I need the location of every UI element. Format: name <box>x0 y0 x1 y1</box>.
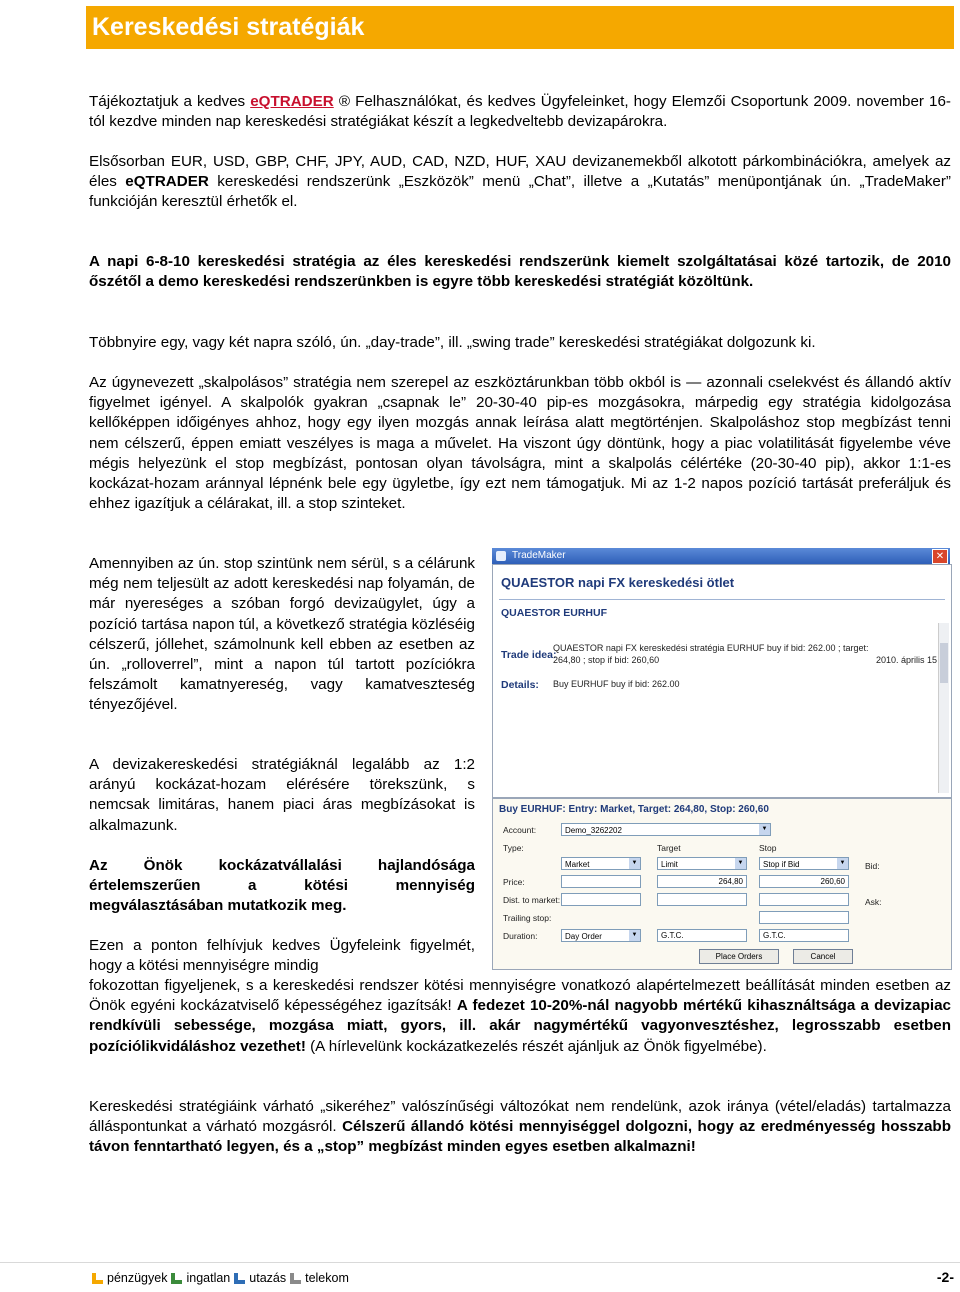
attention-warning: A fedezet 10-20%-nál nagyobb mértékű kihasználtsága a devizapiac rendkívüli sebessége, mozgása miatt, gyors, ill. akár nagymértékű vagyonvesztéshez, legrosszabb esetben pozíciólikvidáláshoz vezethet! <box>89 997 951 1055</box>
footer-link-travel[interactable]: utazás <box>249 1271 287 1285</box>
type-value: Market <box>565 860 590 869</box>
cancel-button[interactable]: Cancel <box>793 949 853 964</box>
dist-input[interactable] <box>561 893 641 906</box>
account-value: Demo_3262202 <box>565 826 622 835</box>
trademaker-screenshot <box>492 548 950 970</box>
rollover-paragraph: Amennyiben az ún. stop szintünk nem sérül, s a célárunk még nem teljesült az adott kereskedési nap folyamán, de már nyereséges a szóban forgó devizaügylet, úgy a pozíció tartása napon túl, a következő stratégia közléséig célszerű, jóllehet, számolnunk kell ebben az esetben az ún. „rolloverrel”, mint a napon túl tartott pozíciókra felszámolt kamatnyereség, vagy kamatveszteség tényezőjével. <box>89 555 475 714</box>
intro-paragraph <box>89 92 951 132</box>
stop-input[interactable]: 260,60 <box>759 875 849 888</box>
scrollbar[interactable] <box>938 623 949 793</box>
duration-value: Day Order <box>565 932 602 941</box>
details-label: Details: <box>501 679 539 691</box>
risk-reward-paragraph: A devizakereskedési stratégiáknál legalább az 1:2 arányú kockázat-hozam elérésére törekszünk, s nemcsak limitáras, hanem piaci áras megbízásokat is alkalmazunk. <box>89 756 475 834</box>
scrollbar-thumb[interactable] <box>940 643 948 683</box>
order-panel <box>492 798 952 970</box>
success-text-a: Kereskedési stratégiáink várható „sikeréhez” valószínűségi változókat nem rendelünk, azok iránya (vétel/eladás) tartalmazza álláspontunkat a várható mozgásról. <box>89 1098 951 1136</box>
intro-text-a: Tájékoztatjuk a kedves <box>89 93 251 110</box>
realestate-icon <box>171 1273 182 1284</box>
target-label: Target <box>657 843 681 853</box>
trailing-input[interactable] <box>759 911 849 924</box>
target-type-value: Limit <box>661 860 678 869</box>
target-dist-input[interactable] <box>657 893 747 906</box>
attention-paragraph-start: Ezen a ponton felhívjuk kedves Ügyfeleink figyelmét, hogy a kötési mennyiségre mindig <box>89 937 475 975</box>
footer-link-finance[interactable]: pénzügyek <box>107 1271 168 1285</box>
risk-appetite-paragraph: Az Önök kockázatvállalási hajlandósága értelemszerűen a kötési mennyiség megválasztásában mutatkozik meg. <box>89 857 475 915</box>
footer-link-telecom[interactable]: telekom <box>305 1271 349 1285</box>
type-label: Type: <box>503 843 524 853</box>
trademaker-window-bar <box>492 548 950 564</box>
trademaker-panel <box>492 564 952 798</box>
daytrade-paragraph: Többnyire egy, vagy két napra szóló, ún. „day-trade”, ill. „swing trade” kereskedési stratégiákat dolgozunk ki. <box>89 334 816 351</box>
chevron-down-icon: ▼ <box>759 824 770 835</box>
footer-nav <box>88 1268 349 1288</box>
page-number: -2- <box>936 1269 954 1285</box>
chevron-down-icon: ▼ <box>629 930 640 941</box>
registered-mark: ® <box>338 93 351 110</box>
trade-date: 2010. április 15 <box>875 655 937 665</box>
stop-dist-input[interactable] <box>759 893 849 906</box>
window-title: TradeMaker <box>512 550 566 561</box>
attention-paragraph <box>89 976 951 1057</box>
strategy-paragraph: A napi 6-8-10 kereskedési stratégia az éles kereskedési rendszerünk kiemelt szolgáltatásai közé tartozik, de 2010 őszétől a demo kereskedési rendszerünkben is egyre több kereskedési stratégiát közöltünk. <box>89 253 951 291</box>
footer-link-realestate[interactable]: ingatlan <box>186 1271 231 1285</box>
target-input[interactable]: 264,80 <box>657 875 747 888</box>
currency-text-b: kereskedési rendszerünk „Eszközök” menü „Chat”, illetve a „Kutatás” menüpontjának ún. „TradeMaker” funkcióján keresztül érhetők el. <box>89 173 951 211</box>
target-type-select[interactable] <box>657 857 747 870</box>
currency-paragraph <box>89 152 951 213</box>
details-text: QUAESTOR napi FX kereskedési stratégia EURHUF buy if bid: 262.00 ; target: 264,80 ; stop if bid: 260,60 <box>553 643 869 665</box>
chevron-down-icon: ▼ <box>735 858 746 869</box>
trademaker-heading: QUAESTOR napi FX kereskedési ötlet <box>501 575 735 590</box>
trade-text: Buy EURHUF buy if bid: 262.00 <box>553 679 680 689</box>
travel-icon <box>234 1273 245 1284</box>
divider <box>499 599 945 600</box>
chevron-down-icon: ▼ <box>837 858 848 869</box>
price-input[interactable] <box>561 875 641 888</box>
stop-duration[interactable]: G.T.C. <box>759 929 849 942</box>
finance-icon <box>92 1273 103 1284</box>
brand-link[interactable]: eQTRADER <box>250 93 334 110</box>
bid-label: Bid: <box>865 861 880 871</box>
place-orders-button[interactable]: Place Orders <box>699 949 779 964</box>
account-select[interactable] <box>561 823 771 836</box>
page-title: Kereskedési stratégiák <box>92 13 365 41</box>
stop-type-value: Stop if Bid <box>763 860 800 869</box>
attention-text-b: (A hírlevelünk kockázatkezelés részét ajánljuk az Önök figyelmébe). <box>305 1037 767 1055</box>
ask-label: Ask: <box>865 897 882 907</box>
scalping-paragraph: Az úgynevezett „skalpolásos” stratégia nem szerepel az eszköztárunkban több okból is — azonnali cselekvést és állandó aktív figyelmet igényel. A skalpolók gyakran „csapnak le” 20-30-40 pip-es mozgásokra, márpedig egy stratégia kidolgozása kellőképpen időigényes ahhoz, hogy egy ilyen mozgás annak leírása alatt megtörténjen. Skalpoláshoz stop megbízást tenni nem célszerű, éppen emiatt veszélyes is maga a művelet. Ha viszont úgy döntünk, hogy a piac volatilitását figyelembe véve mégis helyezünk el stop megbízást, pontosan olyan távolságra, mint a skalpolás célértéke (20-30-40 pip), akkor 1:1-es kockázat-hozam aránnyal lépnénk bele egy ügyletbe, így ezt nem támogatjuk. Mi az 1-2 napos pozíció tartását preferáljuk és ehhez igazítjuk a célárakat, ill. a stop szinteket. <box>89 374 951 513</box>
intro-text-b: Felhasználókat, és kedves Ügyfeleinket, hogy Elemzői Csoportunk 2009. november 16-tól kezdve minden nap kereskedési stratégiákat készít a legkedveltebb devizapárokra. <box>89 93 951 131</box>
chevron-down-icon: ▼ <box>629 858 640 869</box>
stop-type-select[interactable] <box>759 857 849 870</box>
app-icon <box>496 551 506 561</box>
target-duration[interactable]: G.T.C. <box>657 929 747 942</box>
footer-divider <box>0 1262 960 1263</box>
success-paragraph <box>89 1097 951 1158</box>
type-select[interactable] <box>561 857 641 870</box>
trademaker-subheading: QUAESTOR EURHUF <box>501 607 607 619</box>
title-bar <box>86 6 954 49</box>
stop-label: Stop <box>759 843 777 853</box>
duration-label: Duration: <box>503 931 538 941</box>
close-icon[interactable]: ✕ <box>932 549 948 564</box>
telecom-icon <box>290 1273 301 1284</box>
trailing-label: Trailing stop: <box>503 913 552 923</box>
success-warning: Célszerű állandó kötési mennyiséggel dolgozni, hogy az eredményesség hosszabb távon fenntartható legyen, és a „stop” megbízást minden egyes esetben alkalmazni! <box>89 1118 951 1156</box>
dist-label: Dist. to market: <box>503 895 561 905</box>
trade-idea-label: Trade idea: <box>501 649 557 661</box>
attention-text-a: fokozottan figyeljenek, s a kereskedési rendszer kötési mennyiségre vonatkozó alapértelmezett beállítását minden esetben az Önök egyéni kockázatviselő képességéhez igazítsák! <box>89 977 951 1015</box>
currency-text-a: Elsősorban EUR, USD, GBP, CHF, JPY, AUD, CAD, NZD, HUF, XAU devizanemekből alkotott párkombinációkra, amelyek az éles <box>89 153 951 191</box>
order-title: Buy EURHUF: Entry: Market, Target: 264,80, Stop: 260,60 <box>499 804 769 815</box>
duration-select[interactable] <box>561 929 641 942</box>
account-label: Account: <box>503 825 537 835</box>
brand-name: eQTRADER <box>125 173 209 191</box>
price-label: Price: <box>503 877 525 887</box>
